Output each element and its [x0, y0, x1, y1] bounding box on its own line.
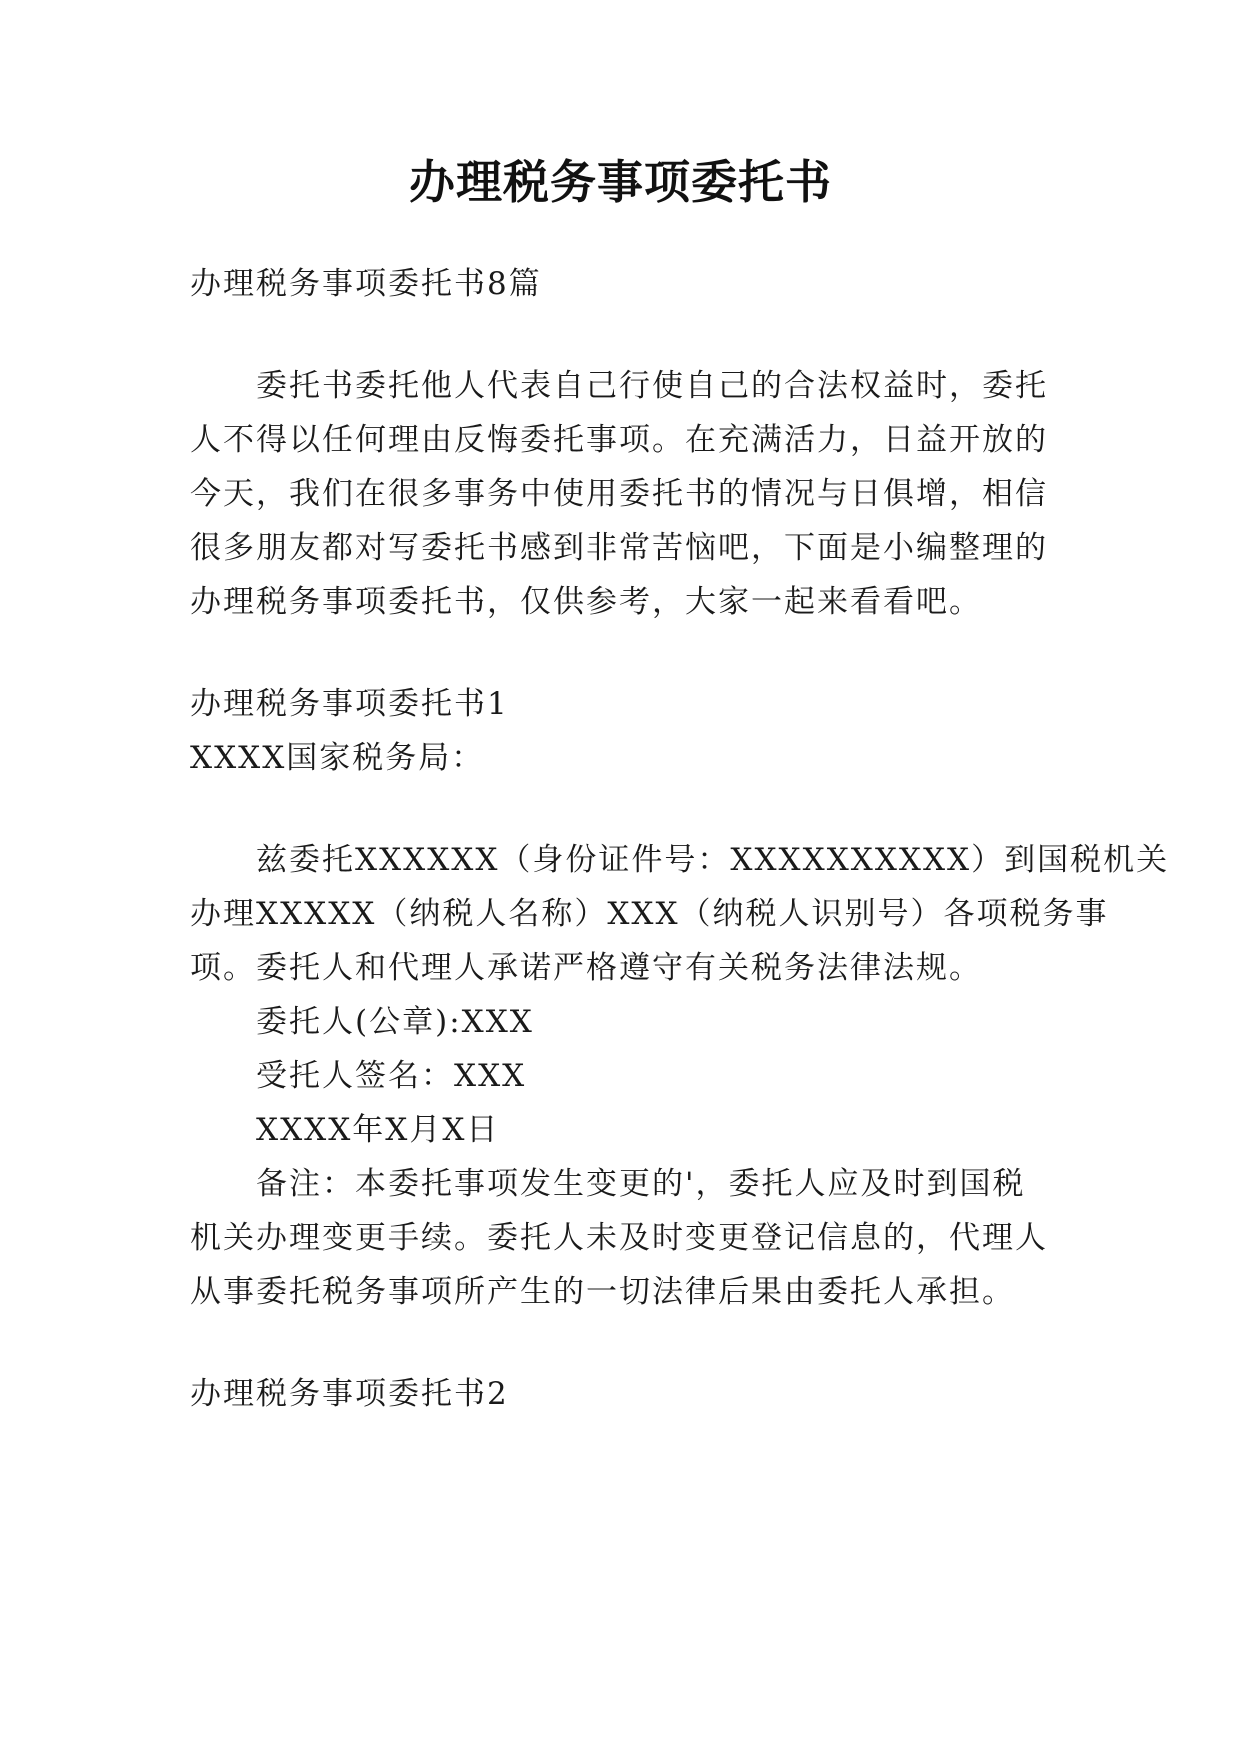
intro-line-4: 很多朋友都对写委托书感到非常苦恼吧，下面是小编整理的 — [190, 530, 1048, 566]
section1-note-line-3: 从事委托税务事项所产生的一切法律后果由委托人承担。 — [190, 1274, 1015, 1310]
intro-line-3: 今天，我们在很多事务中使用委托书的情况与日俱增，相信 — [190, 476, 1048, 512]
section1-agent: 受托人签名：XXX — [256, 1058, 527, 1094]
section1-note-line-2: 机关办理变更手续。委托人未及时变更登记信息的，代理人 — [190, 1220, 1048, 1256]
section2-heading: 办理税务事项委托书2 — [190, 1376, 509, 1412]
section1-note-line-1: 备注：本委托事项发生变更的'，委托人应及时到国税 — [256, 1166, 1026, 1202]
document-subtitle: 办理税务事项委托书8篇 — [190, 266, 542, 302]
section1-body-line-2: 办理XXXXX（纳税人名称）XXX（纳税人识别号）各项税务事 — [190, 896, 1109, 932]
document-title: 办理税务事项委托书 — [409, 155, 832, 209]
section1-date: XXXX年X月X日 — [256, 1112, 500, 1148]
intro-line-5: 办理税务事项委托书，仅供参考，大家一起来看看吧。 — [190, 584, 982, 620]
intro-line-1: 委托书委托他人代表自己行使自己的合法权益时，委托 — [256, 368, 1048, 404]
section1-addressee: XXXX国家税务局： — [190, 740, 485, 776]
intro-line-2: 人不得以任何理由反悔委托事项。在充满活力，日益开放的 — [190, 422, 1048, 458]
section1-principal: 委托人(公章):XXX — [256, 1004, 534, 1040]
section1-heading: 办理税务事项委托书1 — [190, 686, 509, 722]
section1-body-line-3: 项。委托人和代理人承诺严格遵守有关税务法律法规。 — [190, 950, 982, 986]
section1-body-line-1: 兹委托XXXXXX（身份证件号：XXXXXXXXXX）到国税机关 — [256, 842, 1170, 878]
